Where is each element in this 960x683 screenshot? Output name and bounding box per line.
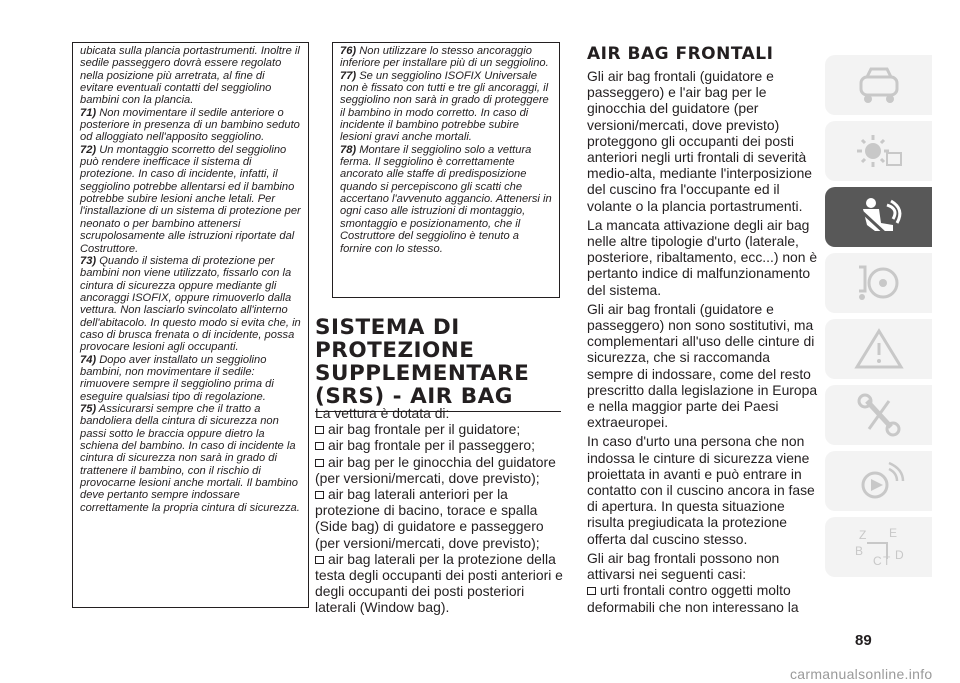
frontal-body [587,68,819,615]
index-letters-icon [853,525,905,569]
warning-road-icon [853,327,905,371]
service-wrench-icon [853,393,905,437]
index-letter: Z [858,528,866,542]
srs-bullet-4: air bag laterali anteriori per la protezione di bacino, torace e spalla (Side bag) di guidatore e passeggero (per versioni/mercati, dove previsto); [315,486,544,551]
tab-safety[interactable] [825,187,932,247]
note-74: 74) Dopo aver installato un seggiolino bambini, non movimentare il sedile: rimuovere sempre il seggiolino prima di eseguire qualsiasi tipo di regolazione. [80,353,274,403]
tab-dashboard[interactable] [825,55,932,115]
media-wifi-icon [853,459,905,503]
frontal-para-4: In caso d'urto una persona che non indossa le cinture di sicurezza viene proiettata in avanti e può entrare in contatto con il cuscino ancora in fase di apertura. In questa situazione risulta pregiudicata la protezione offerta dal cuscino stesso. [587,433,815,547]
note-72: 72) Un montaggio scorretto del seggiolino può rendere inefficace il sistema di protezione. In caso di incidente, infatti, il seggiolino potrebbe allentarsi ed il bambino potrebbe subire lesioni anche letali. Per l'installazione di un sistema di protezione per neonato o per bambino attenersi scrupolosamente alle istruzioni riportate dal Costruttore. [80,143,301,255]
frontal-para-1: Gli air bag frontali (guidatore e passeggero) e l'air bag per le ginocchia del guidatore (per versioni/mercati, dove previsto) proteggono gli occupanti dei posti anteriori negli urti frontali di severità medio-alta, mediante l'interposizione del cuscino fra l'occupante ed il volante o la plancia portastrumenti. [587,68,813,214]
seat-airbag-icon [853,195,905,239]
index-letter: C [872,554,882,568]
section-heading-frontal: AIR BAG FRONTALI [587,44,774,64]
srs-bullet-1: air bag frontale per il guidatore; [315,421,563,437]
tab-index[interactable] [825,517,932,577]
lights-sun-icon [853,129,905,173]
warning-notes-box-middle [332,42,560,298]
bullet-box-icon [315,426,324,434]
srs-body [315,405,563,616]
note-76: 76) Non utilizzare lo stesso ancoraggio inferiore per installare più di un seggiolino. [340,45,549,70]
index-letter: D [894,548,904,562]
section-heading-srs: SISTEMA DI PROTEZIONE SUPPLEMENTARE (SRS) - AIR BAG [315,316,561,412]
warning-notes-box-left [72,42,309,608]
frontal-para-2: La mancata attivazione degli air bag nelle altre tipologie d'urto (laterale, posteriore, ribaltamento, ecc...) non è pertanto indice di malfunzionamento del sistema. [587,216,818,298]
tab-maintenance[interactable] [825,385,932,445]
srs-bullet-5: air bag laterali per la protezione della testa degli occupanti dei posti anteriori e degli occupanti dei posti posteriori laterali (Window bag). [315,550,563,616]
srs-intro: La vettura è dotata di: [315,405,450,421]
note-73: 73) Quando il sistema di protezione per bambini non viene utilizzato, fissarlo con la cintura di sicurezza oppure mediante gli ancoraggi ISOFIX, oppure rimuoverlo dalla vettura. Non lasciarlo svincolato all'interno dell'abitacolo. In questo modo si evita che, in caso di brusca frenata o di incidente, possa provocare lesioni agli occupanti. [80,254,301,354]
note-77: 77) Se un seggiolino ISOFIX Universale non è fissato con tutti e tre gli ancoraggi, il seggiolino non sarà in grado di proteggere il bambino in modo corretto. In caso di incidente il bambino potrebbe subire lesioni gravi anche mortali. [340,69,549,144]
tab-emergency[interactable] [825,319,932,379]
notes-intro: ubicata sulla plancia portastrumenti. Inoltre il sedile passeggero dovrà essere regolato nella posizione più arretrata, al fine di evitare eventuali contatti del seggiolino bambini con la plancia. [80,45,300,107]
frontal-para-3: Gli air bag frontali (guidatore e passeggero) non sono sostitutivi, ma complementari all'uso delle cinture di sicurezza, che si raccomanda sempre di indossare, come del resto prescritto dalla legislazione in Europa e nella maggior parte dei Paesi extraeuropei. [587,300,818,431]
tab-lights[interactable] [825,121,932,181]
note-71: 71) Non movimentare il sedile anteriore o posteriore in presenza di un bambino seduto od alloggiato nell'apposito seggiolino. [80,106,300,144]
frontal-bullet-1: urti frontali contro oggetti molto deformabili che non interessano la [587,582,799,615]
bullet-box-icon [315,459,324,467]
bullet-box-icon [315,491,324,499]
srs-bullet-2: air bag frontale per il passeggero; [315,437,563,453]
bullet-box-icon [587,587,596,595]
index-letter: E [888,526,897,540]
tab-starting[interactable] [825,253,932,313]
tab-multimedia[interactable] [825,451,932,511]
bullet-box-icon [315,442,324,450]
car-dashboard-icon [853,63,905,107]
bullet-box-icon [315,556,324,564]
key-start-icon [853,261,905,305]
chapter-tabs [825,55,932,583]
frontal-para-5: Gli air bag frontali possono non attivarsi nei seguenti casi: [587,549,780,583]
index-letter: B [854,544,863,558]
footer-watermark[interactable]: carmanualsonline.info [790,666,933,682]
note-78: 78) Montare il seggiolino solo a vettura ferma. Il seggiolino è correttamente ancorato alle staffe di predisposizione quando si percepiscono gli scatti che accertano l'avvenuto aggancio. Attenersi in ogni caso alle istruzioni di montaggio, smontaggio e posizionamento, che il Costruttore del seggiolino è tenuto a fornire con lo stesso. [340,143,552,255]
page-number: 89 [855,632,872,649]
srs-bullet-3: air bag per le ginocchia del guidatore (per versioni/mercati, dove previsto); [315,453,556,486]
index-letter: T [882,554,890,568]
note-75: 75) Assicurarsi sempre che il tratto a bandoliera della cintura di sicurezza non passi sotto le braccia oppure dietro la schiena del bambino. In caso di incidente la cintura di sicurezza non sarà in grado di trattenere il bambino, con il rischio di provocarne lesioni anche mortali. Il bambino deve pertanto sempre indossare correttamente la propria cintura di sicurezza. [80,402,300,514]
